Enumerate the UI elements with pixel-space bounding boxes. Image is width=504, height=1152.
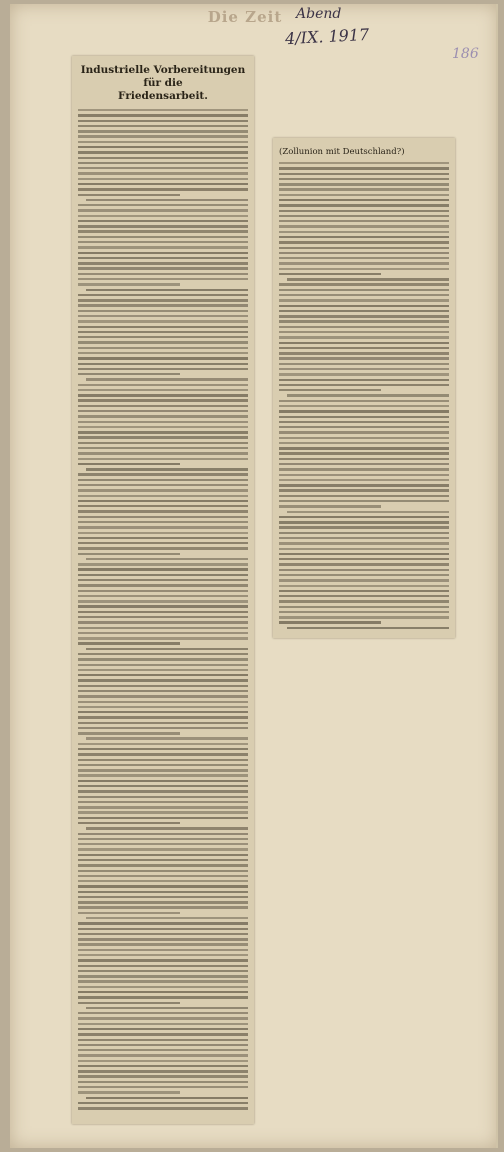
right-article-body xyxy=(279,144,449,632)
text-line xyxy=(78,331,248,333)
text-line xyxy=(279,500,449,502)
text-line xyxy=(78,579,248,581)
text-line xyxy=(279,173,449,175)
text-line xyxy=(78,906,248,908)
text-line xyxy=(78,267,248,269)
text-line xyxy=(279,542,449,544)
text-line xyxy=(279,574,449,576)
text-line xyxy=(279,606,449,608)
text-line xyxy=(78,146,248,148)
text-line xyxy=(78,215,248,217)
text-line xyxy=(287,511,449,513)
text-line xyxy=(78,157,248,159)
text-line xyxy=(78,299,248,301)
text-line xyxy=(78,204,248,206)
text-line xyxy=(78,722,248,724)
text-line xyxy=(78,764,248,766)
text-line xyxy=(78,922,248,924)
text-line xyxy=(279,310,449,312)
text-line xyxy=(78,526,248,528)
text-line xyxy=(78,178,248,180)
text-line xyxy=(279,532,449,534)
text-line xyxy=(279,320,449,322)
text-line xyxy=(78,743,248,745)
text-line xyxy=(78,975,248,977)
text-line xyxy=(78,716,248,718)
text-line xyxy=(78,230,248,232)
text-line xyxy=(78,1049,248,1051)
text-line xyxy=(279,241,449,243)
text-line xyxy=(78,442,248,444)
text-line xyxy=(279,426,449,428)
text-line xyxy=(78,273,248,275)
text-line xyxy=(78,463,180,465)
text-line xyxy=(78,901,248,903)
text-line xyxy=(78,811,248,813)
text-line xyxy=(86,917,248,919)
text-line xyxy=(78,516,248,518)
text-line xyxy=(279,505,381,507)
text-line xyxy=(78,685,248,687)
text-line xyxy=(78,252,248,254)
text-line xyxy=(78,394,248,396)
text-line xyxy=(78,1070,248,1072)
text-line xyxy=(78,436,248,438)
text-line xyxy=(78,885,248,887)
text-line xyxy=(279,373,449,375)
text-line xyxy=(78,336,248,338)
text-line xyxy=(279,188,449,190)
text-line xyxy=(78,590,248,592)
text-line xyxy=(78,695,248,697)
text-line xyxy=(279,183,449,185)
text-line xyxy=(279,410,449,412)
text-line xyxy=(78,405,248,407)
text-line xyxy=(78,310,248,312)
text-line xyxy=(78,896,248,898)
text-line xyxy=(78,326,248,328)
text-line xyxy=(78,674,248,676)
text-line xyxy=(78,1102,248,1104)
text-line xyxy=(78,801,248,803)
text-line xyxy=(78,341,248,343)
text-line xyxy=(78,563,248,565)
text-line xyxy=(78,452,248,454)
text-line xyxy=(279,611,449,613)
text-line xyxy=(78,384,248,386)
text-line xyxy=(78,769,248,771)
text-line xyxy=(279,283,449,285)
text-line xyxy=(78,600,248,602)
text-line xyxy=(279,178,449,180)
text-line xyxy=(78,320,248,322)
text-line xyxy=(78,943,248,945)
text-line xyxy=(78,357,248,359)
text-line xyxy=(279,215,449,217)
text-line xyxy=(279,236,449,238)
text-line xyxy=(86,1097,248,1099)
text-line xyxy=(279,204,449,206)
text-line xyxy=(78,965,248,967)
text-line xyxy=(78,505,248,507)
text-line xyxy=(86,1007,248,1009)
text-line xyxy=(287,394,449,396)
text-line xyxy=(78,241,248,243)
text-line xyxy=(78,679,248,681)
text-line xyxy=(78,363,248,365)
text-line xyxy=(279,225,449,227)
text-line xyxy=(78,658,248,660)
text-line xyxy=(78,1012,248,1014)
text-line xyxy=(78,669,248,671)
text-line xyxy=(78,1065,248,1067)
text-line xyxy=(279,357,449,359)
text-line xyxy=(78,870,248,872)
text-line xyxy=(279,252,449,254)
text-line xyxy=(78,822,180,824)
text-line xyxy=(78,817,248,819)
left-headline-line-1: Industrielle Vorbereitungen für die xyxy=(80,64,246,89)
text-line xyxy=(279,315,449,317)
text-line xyxy=(78,542,248,544)
text-line xyxy=(78,1044,248,1046)
left-article-body xyxy=(78,62,248,1118)
text-line xyxy=(279,268,449,270)
text-line xyxy=(78,1086,248,1088)
text-line xyxy=(78,996,248,998)
handwritten-date: 4/IX. 1917 xyxy=(284,24,370,49)
text-line xyxy=(78,727,248,729)
text-line xyxy=(78,389,248,391)
text-line xyxy=(78,521,248,523)
text-line xyxy=(78,410,248,412)
text-line xyxy=(279,569,449,571)
text-line xyxy=(279,452,449,454)
text-line xyxy=(78,627,248,629)
text-line xyxy=(78,785,248,787)
text-line xyxy=(78,664,248,666)
text-line xyxy=(78,547,248,549)
text-line xyxy=(279,231,449,233)
text-line xyxy=(279,431,449,433)
text-line xyxy=(78,959,248,961)
text-line xyxy=(78,220,248,222)
text-line xyxy=(279,579,449,581)
text-line xyxy=(78,806,248,808)
text-line xyxy=(279,347,449,349)
text-line xyxy=(78,605,248,607)
text-line xyxy=(78,1081,248,1083)
text-line xyxy=(279,468,449,470)
text-line xyxy=(279,474,449,476)
text-line xyxy=(78,352,248,354)
text-line xyxy=(78,167,248,169)
text-line xyxy=(279,447,449,449)
text-line xyxy=(279,262,449,264)
text-line xyxy=(78,970,248,972)
text-line xyxy=(78,859,248,861)
text-line xyxy=(78,854,248,856)
text-line xyxy=(86,827,248,829)
text-line xyxy=(279,621,381,623)
text-line xyxy=(78,347,248,349)
text-line xyxy=(78,294,248,296)
text-line xyxy=(78,125,248,127)
text-line xyxy=(78,954,248,956)
text-line xyxy=(78,701,248,703)
text-line xyxy=(86,558,248,560)
text-line xyxy=(78,141,248,143)
text-line xyxy=(78,986,248,988)
text-line xyxy=(279,273,381,275)
text-line xyxy=(78,732,180,734)
text-line xyxy=(78,780,248,782)
text-line xyxy=(279,326,449,328)
text-line xyxy=(279,521,449,523)
text-line xyxy=(86,199,248,201)
left-article-text-block xyxy=(78,109,248,1110)
text-line xyxy=(78,188,248,190)
text-line xyxy=(78,447,248,449)
text-line xyxy=(279,405,449,407)
text-line xyxy=(287,627,449,629)
text-line xyxy=(279,257,449,259)
text-line xyxy=(78,315,248,317)
text-line xyxy=(78,120,248,122)
text-line xyxy=(78,1060,248,1062)
text-line xyxy=(78,162,248,164)
text-line xyxy=(279,247,449,249)
text-line xyxy=(279,199,449,201)
text-line xyxy=(78,584,248,586)
text-line xyxy=(78,532,248,534)
text-line xyxy=(78,151,248,153)
text-line xyxy=(78,774,248,776)
text-line xyxy=(78,933,248,935)
text-line xyxy=(78,1039,248,1041)
text-line xyxy=(78,183,248,185)
text-line xyxy=(78,616,248,618)
text-line xyxy=(78,262,248,264)
text-line xyxy=(78,421,248,423)
text-line xyxy=(78,236,248,238)
text-line xyxy=(279,495,449,497)
text-line xyxy=(78,632,248,634)
text-line xyxy=(78,246,248,248)
text-line xyxy=(78,373,180,375)
text-line xyxy=(78,838,248,840)
text-line xyxy=(78,790,248,792)
text-line xyxy=(78,495,248,497)
clipping-right-article xyxy=(273,138,455,638)
text-line xyxy=(78,537,248,539)
handwritten-edition: Abend xyxy=(296,6,342,22)
text-line xyxy=(86,737,248,739)
left-headline-line-2: Friedensarbeit. xyxy=(118,90,208,102)
text-line xyxy=(78,209,248,211)
text-line xyxy=(279,305,449,307)
text-line xyxy=(279,526,449,528)
text-line xyxy=(78,748,248,750)
text-line xyxy=(78,637,248,639)
text-line xyxy=(78,864,248,866)
text-line xyxy=(78,843,248,845)
text-line xyxy=(279,484,449,486)
text-line xyxy=(78,980,248,982)
text-line xyxy=(279,289,449,291)
text-line xyxy=(78,278,248,280)
text-line xyxy=(78,489,248,491)
text-line xyxy=(279,389,381,391)
handwritten-number: 186 xyxy=(452,46,479,62)
text-line xyxy=(279,336,449,338)
right-article-text-block xyxy=(279,162,449,632)
text-line xyxy=(78,949,248,951)
text-line xyxy=(287,278,449,280)
text-line xyxy=(78,753,248,755)
text-line xyxy=(78,642,180,644)
text-line xyxy=(78,135,248,137)
text-line xyxy=(78,510,248,512)
text-line xyxy=(78,938,248,940)
text-line xyxy=(78,1002,180,1004)
text-line xyxy=(78,1091,180,1093)
text-line xyxy=(78,848,248,850)
text-line xyxy=(279,342,449,344)
text-line xyxy=(279,352,449,354)
text-line xyxy=(78,796,248,798)
text-line xyxy=(78,553,180,555)
text-line xyxy=(86,648,248,650)
text-line xyxy=(279,416,449,418)
text-line xyxy=(279,384,449,386)
text-line xyxy=(279,421,449,423)
text-line xyxy=(78,484,248,486)
text-line xyxy=(279,563,449,565)
text-line xyxy=(78,611,248,613)
text-line xyxy=(279,363,449,365)
text-line xyxy=(78,1107,248,1109)
text-line xyxy=(78,1028,248,1030)
text-line xyxy=(279,537,449,539)
text-line xyxy=(78,1023,248,1025)
text-line xyxy=(78,1017,248,1019)
text-line xyxy=(78,1033,248,1035)
text-line xyxy=(279,299,449,301)
text-line xyxy=(279,167,449,169)
text-line xyxy=(78,114,248,116)
text-line xyxy=(279,585,449,587)
text-line xyxy=(279,489,449,491)
newspaper-masthead: Die Zeit xyxy=(207,8,283,26)
text-line xyxy=(78,368,248,370)
text-line xyxy=(78,194,180,196)
text-line xyxy=(78,304,248,306)
text-line xyxy=(279,479,449,481)
right-article-headline: (Zollunion mit Deutschland?) xyxy=(279,147,405,157)
text-line xyxy=(78,928,248,930)
text-line xyxy=(78,257,248,259)
text-line xyxy=(78,706,248,708)
text-line xyxy=(279,600,449,602)
text-line xyxy=(279,194,449,196)
text-line xyxy=(78,130,248,132)
text-line xyxy=(78,415,248,417)
text-line xyxy=(78,500,248,502)
text-line xyxy=(279,516,449,518)
text-line xyxy=(86,468,248,470)
text-line xyxy=(279,400,449,402)
text-line xyxy=(279,210,449,212)
text-line xyxy=(279,463,449,465)
text-line xyxy=(78,711,248,713)
text-line xyxy=(279,437,449,439)
text-line xyxy=(78,431,248,433)
text-line xyxy=(78,473,248,475)
text-line xyxy=(78,1054,248,1056)
text-line xyxy=(78,458,248,460)
text-line xyxy=(78,891,248,893)
text-line xyxy=(78,225,248,227)
text-line xyxy=(279,331,449,333)
text-line xyxy=(78,399,248,401)
text-line xyxy=(78,621,248,623)
text-line xyxy=(78,833,248,835)
text-line xyxy=(78,653,248,655)
text-line xyxy=(78,759,248,761)
clipping-left-article xyxy=(72,56,254,1124)
text-line xyxy=(78,1075,248,1077)
text-line xyxy=(279,553,449,555)
text-line xyxy=(86,289,248,291)
text-line xyxy=(78,595,248,597)
text-line xyxy=(78,875,248,877)
left-article-headline xyxy=(78,64,248,103)
text-line xyxy=(279,590,449,592)
text-line xyxy=(78,991,248,993)
text-line xyxy=(78,574,248,576)
text-line xyxy=(279,294,449,296)
text-line xyxy=(78,283,180,285)
text-line xyxy=(78,172,248,174)
text-line xyxy=(279,379,449,381)
text-line xyxy=(78,479,248,481)
text-line xyxy=(78,568,248,570)
text-line xyxy=(78,109,248,111)
text-line xyxy=(279,548,449,550)
text-line xyxy=(78,880,248,882)
text-line xyxy=(86,378,248,380)
text-line xyxy=(279,162,449,164)
text-line xyxy=(279,595,449,597)
text-line xyxy=(279,442,449,444)
text-line xyxy=(78,912,180,914)
text-line xyxy=(279,368,449,370)
text-line xyxy=(279,458,449,460)
text-line xyxy=(279,558,449,560)
text-line xyxy=(78,426,248,428)
text-line xyxy=(279,220,449,222)
text-line xyxy=(279,616,449,618)
text-line xyxy=(78,690,248,692)
